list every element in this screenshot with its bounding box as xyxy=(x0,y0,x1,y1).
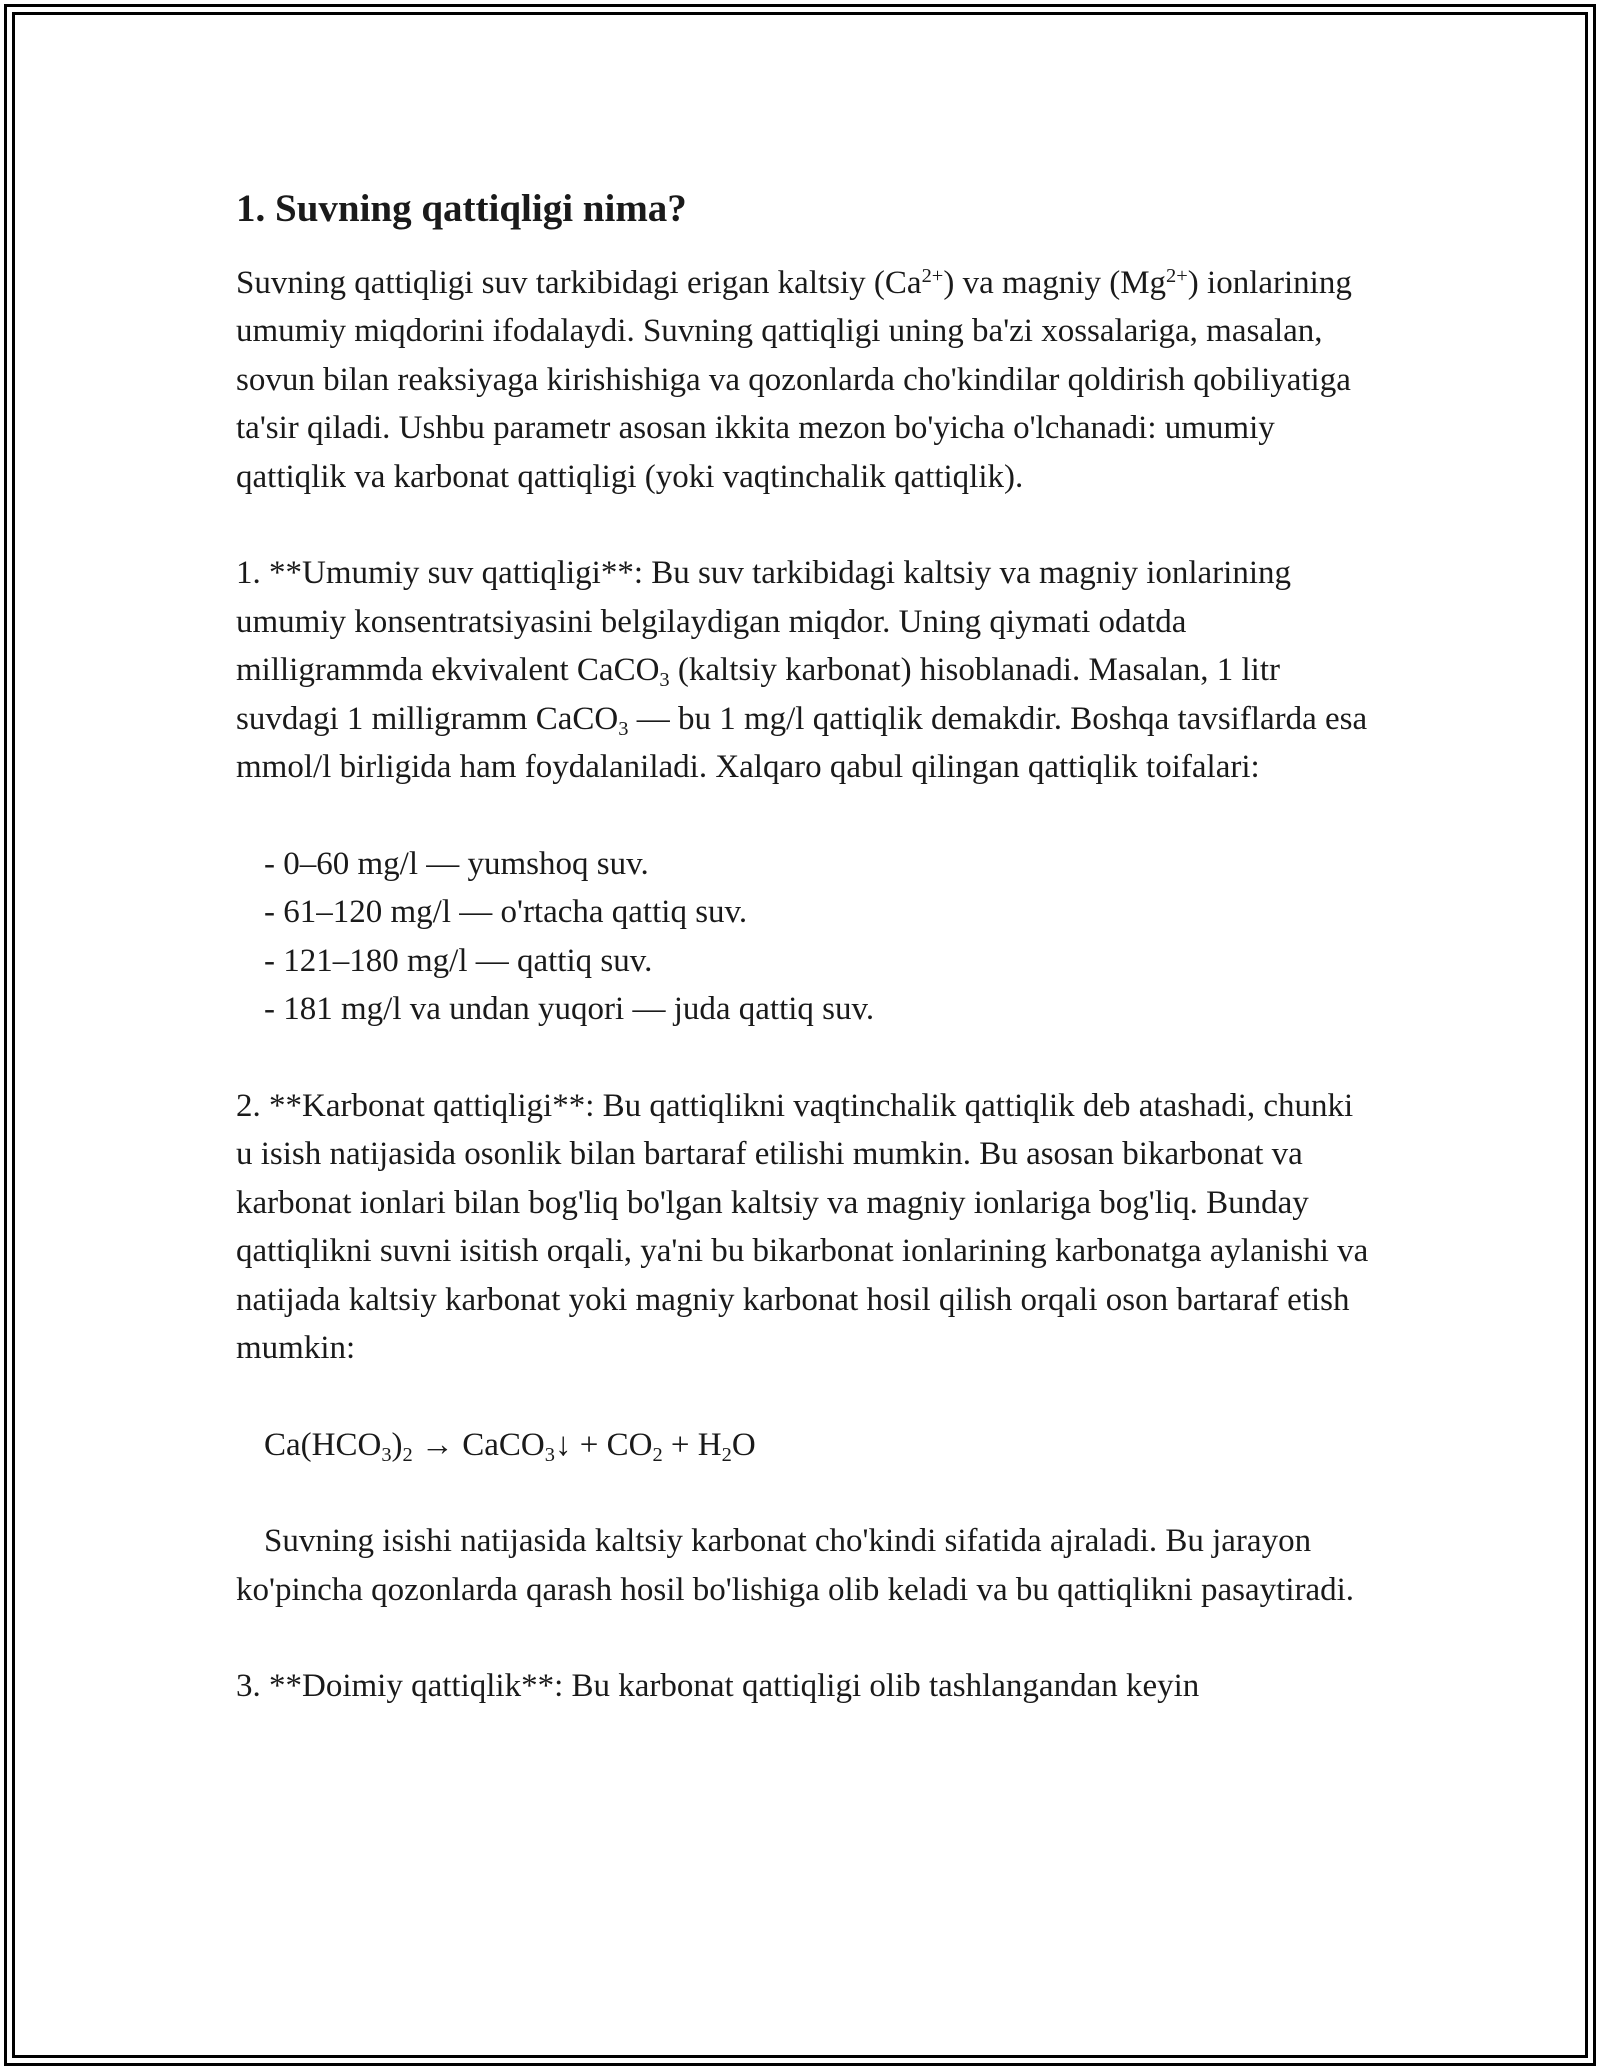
section-1-paragraph: 1. **Umumiy suv qattiqligi**: Bu suv tarkibidagi kaltsiy va magniy ionlarining umumiy konsentratsiyasini belgilaydigan miqdor. Uning qiymati odatda milligrammda ekvivalent CaCO$_3$ (kaltsiy karbonat) hisoblanadi. Masalan, 1 litr suvdagi 1 milligramm CaCO$_3$ — bu 1 mg/l qattiqlik demakdir. Boshqa tavsiflarda esa mmol/l birligida ham foydalaniladi. Xalqaro qabul qilingan qattiqlik toifalari: xyxy=(236,555,1368,786)
list-item: - 61–120 mg/l — o'rtacha qattiq suv. xyxy=(264,894,748,931)
spacer xyxy=(236,1469,1376,1517)
spacer xyxy=(236,501,1376,549)
spacer xyxy=(236,1614,1376,1662)
list-item: - 121–180 mg/l — qattiq suv. xyxy=(264,942,653,979)
spacer xyxy=(236,1034,1376,1082)
document-body xyxy=(236,186,1376,1711)
intro-paragraph: Suvning qattiqligi suv tarkibidagi erigan kaltsiy $(Ca^{2+})$ va magniy $(Mg^{2+})$ ionlarining umumiy miqdorini ifodalaydi. Suvning qattiqligi uning ba'zi xossalariga, masalan, sovun bilan reaksiyaga kirishishiga va qozonlarda cho'kindilar qoldirish qobiliyatiga ta'sir qiladi. Ushbu parametr asosan ikkita mezon bo'yicha o'lchanadi: umumiy qattiqlik va karbonat qattiqligi (yoki vaqtinchalik qattiqlik). xyxy=(236,264,1352,495)
list-item: - 0–60 mg/l — yumshoq suv. xyxy=(264,845,649,882)
spacer xyxy=(236,1373,1376,1421)
chemical-equation: $Ca(HCO_3)_2$ → CaCO$_3$↓ + $CO_2 + H_2O$ xyxy=(264,1426,756,1466)
spacer xyxy=(236,792,1376,840)
page-title: 1. Suvning qattiqligi nima? xyxy=(236,187,687,230)
section-2-followup-paragraph: Suvning isishi natijasida kaltsiy karbonat cho'kindi sifatida ajraladi. Bu jarayon ko'pincha qozonlarda qarash hosil bo'lishiga olib keladi va bu qattiqlikni pasaytiradi. xyxy=(236,1523,1355,1608)
list-item: - 181 mg/l va undan yuqori — juda qattiq suv. xyxy=(264,991,875,1028)
hardness-category-list xyxy=(236,840,1376,1034)
section-2-paragraph: 2. **Karbonat qattiqligi**: Bu qattiqlikni vaqtinchalik qattiqlik deb atashadi, chunki u isish natijasida osonlik bilan bartaraf etilishi mumkin. Bu asosan bikarbonat va karbonat ionlari bilan bog'liq bo'lgan kaltsiy va magniy ionlariga bog'liq. Bunday qattiqlikni suvni isitish orqali, ya'ni bu bikarbonat ionlarining karbonatga aylanishi va natijada kaltsiy karbonat yoki magniy karbonat hosil qilish orqali oson bartaraf etish mumkin: xyxy=(236,1087,1369,1367)
section-3-paragraph: 3. **Doimiy qattiqlik**: Bu karbonat qattiqligi olib tashlangandan keyin xyxy=(236,1668,1200,1705)
